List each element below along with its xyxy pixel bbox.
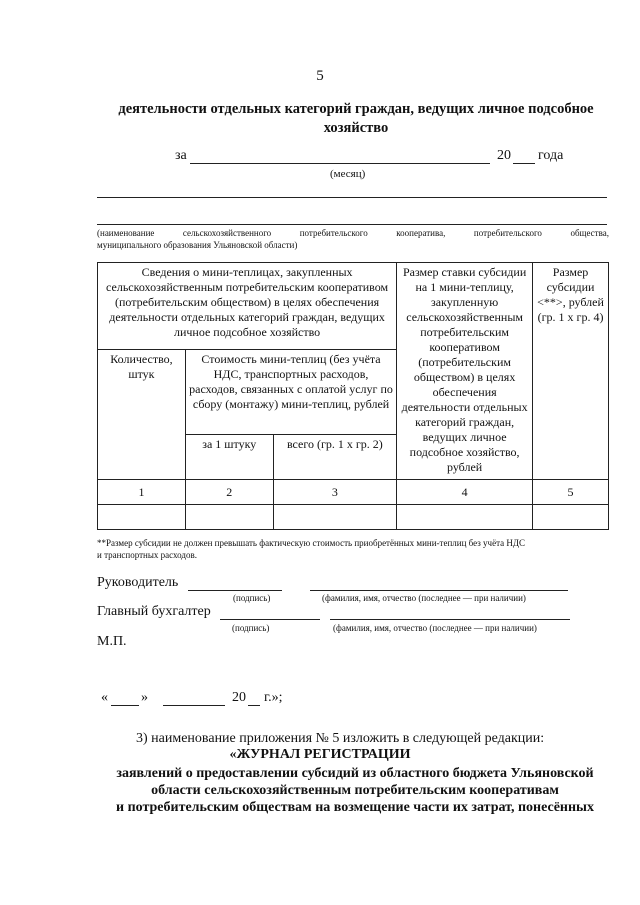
data-cell[interactable] xyxy=(533,505,609,530)
org-caption-1: (наименование сельскохозяйственного потребительского кооператива, потребительского общества, xyxy=(97,228,609,238)
subsidy-header: Размер субсидии <**>, рублей (гр. 1 х гр. 4) xyxy=(533,263,609,480)
org-caption-2: муниципального образования Ульяновской области) xyxy=(97,240,298,250)
footnote-line-1: **Размер субсидии не должен превышать фактическую стоимость приобретённых мини-теплиц без учёта НДС xyxy=(97,538,525,548)
accountant-name-line[interactable] xyxy=(330,619,570,620)
data-cell[interactable] xyxy=(98,505,186,530)
year-prefix: 20 xyxy=(497,148,511,163)
period-prefix: за xyxy=(175,148,187,163)
date-suffix: г.»; xyxy=(264,690,283,705)
month-caption: (месяц) xyxy=(330,168,366,180)
head-signature-line[interactable] xyxy=(188,590,282,591)
stamp-label: М.П. xyxy=(97,634,127,649)
accountant-label: Главный бухгалтер xyxy=(97,604,211,619)
footnote-line-2: и транспортных расходов. xyxy=(97,550,198,560)
total-header: всего (гр. 1 х гр. 2) xyxy=(273,435,397,480)
col-number-1: 1 xyxy=(98,480,186,505)
head-label: Руководитель xyxy=(97,575,179,590)
journal-line-3: и потребительским обществам на возмещение части их затрат, понесённых xyxy=(116,800,594,815)
head-name-line[interactable] xyxy=(310,590,568,591)
col-number-4: 4 xyxy=(397,480,533,505)
data-cell[interactable] xyxy=(185,505,273,530)
col-number-5: 5 xyxy=(533,480,609,505)
page-number: 5 xyxy=(316,68,324,84)
year-suffix: года xyxy=(538,148,564,163)
journal-line-1: заявлений о предоставлении субсидий из областного бюджета Ульяновской xyxy=(116,766,594,781)
head-signature-caption: (подпись) xyxy=(233,593,271,603)
accountant-name-caption: (фамилия, имя, отчество (последнее — при наличии) xyxy=(333,623,537,633)
journal-line-2: области сельскохозяйственным потребительским кооперативам xyxy=(151,783,559,798)
cost-header: Стоимость мини-теплиц (без учёта НДС, транспортных расходов, расходов, связанных с оплатой услуг по сбору (монтажу) мини-теплиц, рублей xyxy=(185,350,396,435)
rate-header: Размер ставки субсидии на 1 мини-теплицу, закупленную сельскохозяйственным потребительским кооперативом (потребительским обществом) в целях обеспечения деятельности отдельных категорий граждан, ведущих личное подсобное хозяйство, рублей xyxy=(397,263,533,480)
year-digits-line[interactable] xyxy=(248,705,260,706)
date-close-quote: » xyxy=(141,690,148,705)
year-field-line[interactable] xyxy=(513,163,535,164)
per-unit-header: за 1 штуку xyxy=(185,435,273,480)
data-cell[interactable] xyxy=(273,505,397,530)
month-name-line[interactable] xyxy=(163,705,225,706)
accountant-signature-line[interactable] xyxy=(220,619,320,620)
date-open-quote: « xyxy=(101,690,108,705)
amendment-item: 3) наименование приложения № 5 изложить в следующей редакции: xyxy=(136,731,545,746)
day-field-line[interactable] xyxy=(111,705,139,706)
accountant-signature-caption: (подпись) xyxy=(232,623,270,633)
col-number-2: 2 xyxy=(185,480,273,505)
head-name-caption: (фамилия, имя, отчество (последнее — при наличии) xyxy=(322,593,526,603)
journal-heading: «ЖУРНАЛ РЕГИСТРАЦИИ xyxy=(229,747,411,762)
form-title: деятельности отдельных категорий граждан, ведущих личное подсобное хозяйство xyxy=(118,101,594,136)
info-header: Сведения о мини-теплицах, закупленных сельскохозяйственным потребительским кооперативом (потребительским обществом) в целях обеспечения деятельности отдельных категорий граждан, ведущих личное подсобное хозяйство xyxy=(98,263,397,350)
date-year: 20 xyxy=(232,690,246,705)
month-field-line[interactable] xyxy=(190,163,490,164)
data-cell[interactable] xyxy=(397,505,533,530)
org-name-line-2[interactable] xyxy=(97,224,607,225)
col-number-3: 3 xyxy=(273,480,397,505)
quantity-header: Количество, штук xyxy=(98,350,186,480)
minigreenhouse-table xyxy=(97,262,609,530)
org-name-line-1[interactable] xyxy=(97,197,607,198)
